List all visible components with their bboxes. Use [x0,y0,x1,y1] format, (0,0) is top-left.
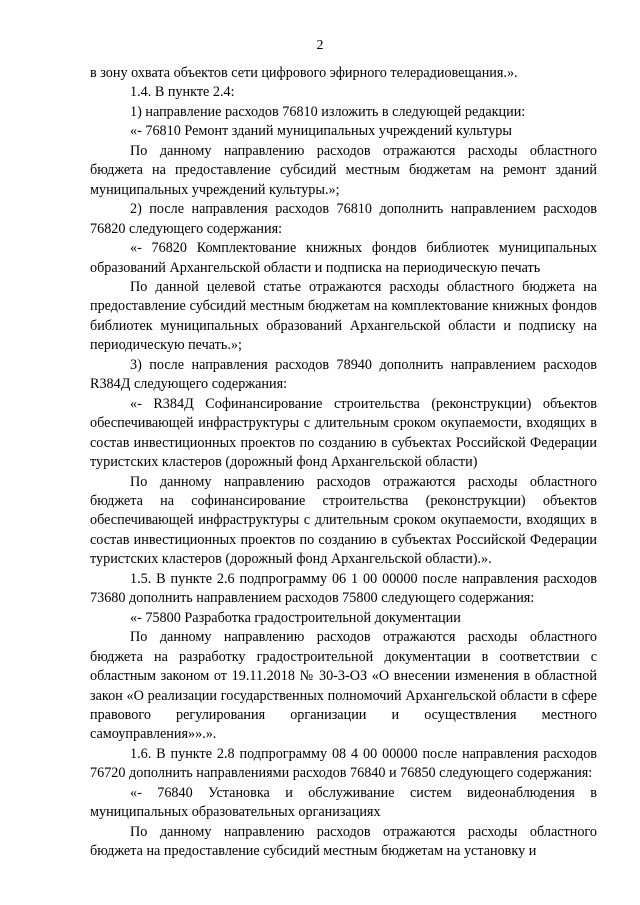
document-body [90,64,597,862]
paragraph: «- 76840 Установка и обслуживание систем видеонаблюдения в муниципальных образовательных организациях [90,784,597,821]
paragraph: 2) после направления расходов 76810 дополнить направлением расходов 76820 следующего содержания: [90,201,597,237]
paragraph: в зону охвата объектов сети цифрового эфирного телерадиовещания.». [90,65,518,81]
paragraph: По данному направлению расходов отражаются расходы областного бюджета на софинансирование строительства (реконструкции) объектов обеспечивающей инфраструктуры с длительным сроком окупаемости, входящих в состав инвестиционных проектов по созданию в субъектах Российской Федерации туристских кластеров (дорожный фонд Архангельской области).». [90,473,597,568]
paragraph: 1.4. В пункте 2.4: [130,84,235,101]
page-number: 2 [316,38,324,53]
paragraph: По данному направлению расходов отражаются расходы областного бюджета на предоставление субсидий местным бюджетам на установку и [90,823,597,860]
paragraph: «- 75800 Разработка градостроительной документации [130,609,461,626]
paragraph: 3) после направления расходов 78940 дополнить направлением расходов R384Д следующего содержания: [90,356,597,393]
paragraph: По данной целевой статье отражаются расходы областного бюджета на предоставление субсидий местным бюджетам на комплектование книжных фондов библиотек муниципальных образований Архангельской области и подписку на периодическую печать.»; [90,278,597,354]
paragraph: 1.5. В пункте 2.6 подпрограмму 06 1 00 00000 после направления расходов 73680 дополнить направлением расходов 75800 следующего содержания: [90,570,597,607]
paragraph: 1) направление расходов 76810 изложить в следующей редакции: [130,103,526,120]
paragraph: «- R384Д Софинансирование строительства (реконструкции) объектов обеспечивающей инфраструктуры с длительным сроком окупаемости, входящих в состав инвестиционных проектов по созданию в субъектах Российской Федерации туристских кластеров (дорожный фонд Архангельской области) [90,395,597,471]
paragraph: 1.6. В пункте 2.8 подпрограмму 08 4 00 00000 после направления расходов 76720 дополнить направлениями расходов 76840 и 76850 следующего содержания: [90,745,597,782]
paragraph: По данному направлению расходов отражаются расходы областного бюджета на предоставление субсидий местным бюджетам на ремонт зданий муниципальных учреждений культуры.»; [90,142,597,198]
paragraph: «- 76820 Комплектование книжных фондов библиотек муниципальных образований Архангельской области и подписка на периодическую печать [90,240,597,276]
paragraph: «- 76810 Ремонт зданий муниципальных учреждений культуры [130,123,512,140]
paragraph: По данному направлению расходов отражаются расходы областного бюджета на разработку градостроительной документации в соответствии с областным законом от 19.11.2018 № 30-3-ОЗ «О внесении изменения в областной закон «О реализации государственных полномочий Архангельской области в сфере правового регулирования организации и осуществления местного самоуправления»».». [90,629,597,743]
